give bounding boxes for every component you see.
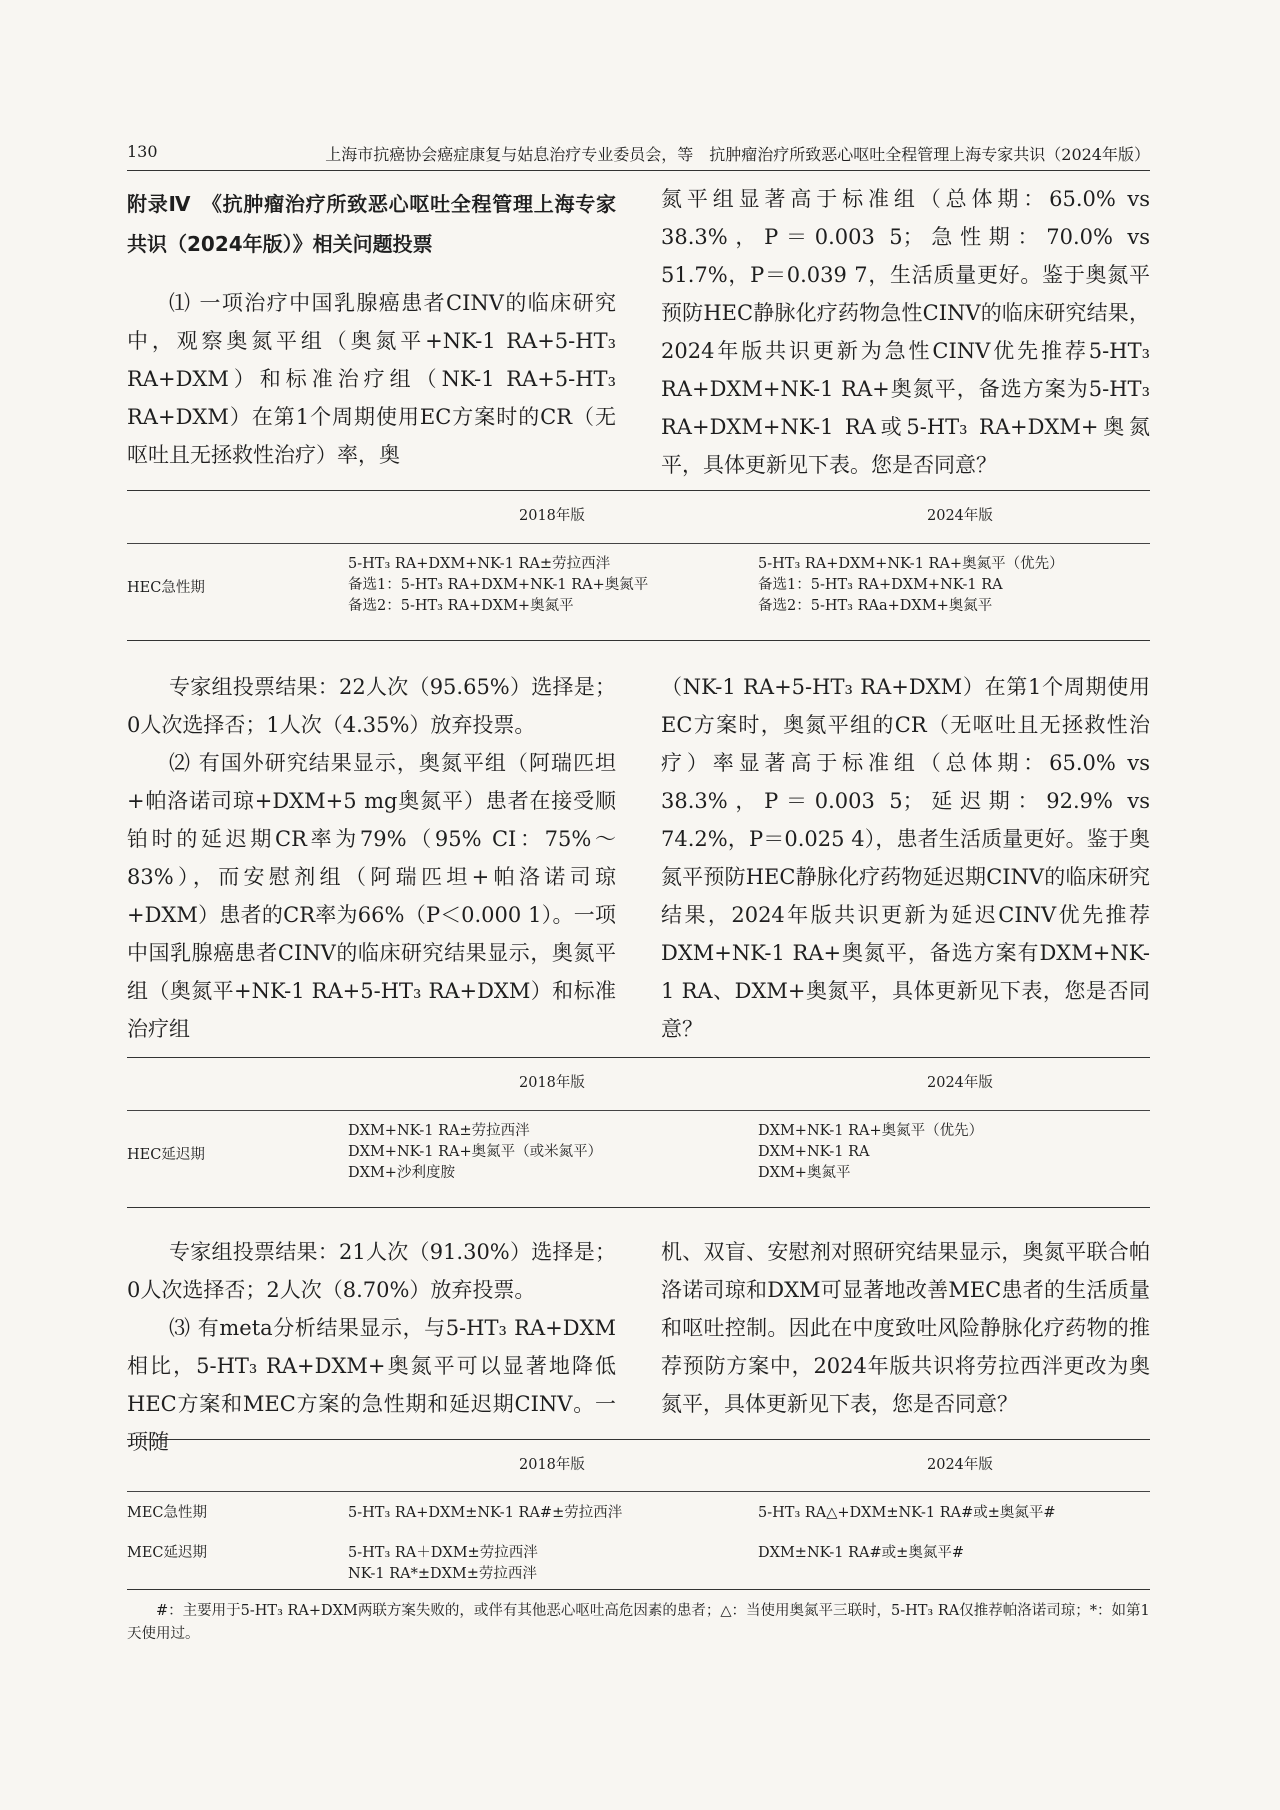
vote-result-1: 专家组投票结果：22人次（95.65%）选择是；0人次选择否；1人次（4.35%）放弃投票。 bbox=[127, 675, 616, 737]
table-top-rule bbox=[127, 490, 1150, 491]
cell-2018 bbox=[348, 554, 648, 617]
table-mid-rule bbox=[127, 543, 1150, 544]
cell-2024: DXM±NK-1 RA#或±奥氮平# bbox=[758, 1545, 964, 1561]
table-header-2024: 2024年版 bbox=[927, 1457, 993, 1473]
running-title: 上海市抗癌协会癌症康复与姑息治疗专业委员会，等 抗肿瘤治疗所致恶心呕吐全程管理上海专家共识（2024年版） bbox=[325, 145, 1150, 164]
q2-text-left: ⑵ 有国外研究结果显示，奥氮平组（阿瑞匹坦+帕洛诺司琼+DXM+5 mg奥氮平）患者在接受顺铂时的延迟期CR率为79%（95% CI：75%～83%），而安慰剂组（阿瑞匹坦+帕洛诺司琼+DXM）患者的CR率为66%（P＜0.000 1）。一项中国乳腺癌患者CINV的临床研究结果显示，奥氮平组（奥氮平+NK-1 RA+5-HT₃ RA+DXM）和标准治疗组 bbox=[127, 751, 616, 1041]
row-label: HEC急性期 bbox=[127, 580, 205, 596]
q3-text-left: ⑶ 有meta分析结果显示，与5-HT₃ RA+DXM相比，5-HT₃ RA+DXM+奥氮平可以显著地降低HEC方案和MEC方案的急性期和延迟期CINV。一项随 bbox=[127, 1316, 616, 1454]
q3-left-column bbox=[127, 1233, 616, 1461]
cell-2018 bbox=[348, 1543, 538, 1585]
cell-line: DXM+沙利度胺 bbox=[348, 1165, 455, 1181]
table-bottom-rule bbox=[127, 640, 1150, 641]
table-footnote: #：主要用于5-HT₃ RA+DXM两联方案失败的，或伴有其他恶心呕吐高危因素的患者；△：当使用奥氮平三联时，5-HT₃ RA仅推荐帕洛诺司琼；*：如第1天使用过。 bbox=[127, 1603, 1150, 1642]
cell-line: DXM+NK-1 RA±劳拉西泮 bbox=[348, 1123, 530, 1139]
q2-right-column bbox=[661, 668, 1150, 1048]
row-label: HEC延迟期 bbox=[127, 1147, 205, 1163]
cell-2024: 5-HT₃ RA△+DXM±NK-1 RA#或±奥氮平# bbox=[758, 1505, 1056, 1521]
table-header-2018: 2018年版 bbox=[519, 1457, 585, 1473]
table-hec-delayed bbox=[127, 1057, 1150, 1209]
cell-line: 5-HT₃ RA+DXM+NK-1 RA+奥氮平（优先） bbox=[758, 556, 1064, 572]
cell-line: 备选1：5-HT₃ RA+DXM+NK-1 RA+奥氮平 bbox=[348, 577, 649, 593]
page-number: 130 bbox=[127, 142, 158, 161]
table-header-2024: 2024年版 bbox=[927, 508, 993, 524]
running-header bbox=[127, 142, 1150, 168]
q2-left-column bbox=[127, 668, 616, 1048]
table-header-2018: 2018年版 bbox=[519, 1075, 585, 1091]
header-rule bbox=[127, 170, 1150, 171]
row-label: MEC延迟期 bbox=[127, 1545, 208, 1561]
q1-right-column bbox=[661, 180, 1150, 484]
table-header-2018: 2018年版 bbox=[519, 508, 585, 524]
table-mid-rule bbox=[127, 1110, 1150, 1111]
table-mid-rule bbox=[127, 1491, 1150, 1492]
q1-text-left: ⑴ 一项治疗中国乳腺癌患者CINV的临床研究中，观察奥氮平组（奥氮平+NK-1 RA+5-HT₃ RA+DXM）和标准治疗组（NK-1 RA+5-HT₃ RA+DXM）在第1个周期使用EC方案时的CR（无呕吐且无拯救性治疗）率，奥 bbox=[127, 291, 616, 467]
table-bottom-rule bbox=[127, 1207, 1150, 1208]
table-mec bbox=[127, 1439, 1150, 1591]
cell-line: DXM+奥氮平 bbox=[758, 1165, 851, 1181]
cell-2018: 5-HT₃ RA+DXM±NK-1 RA#±劳拉西泮 bbox=[348, 1505, 623, 1521]
vote-result-2: 专家组投票结果：21人次（91.30%）选择是；0人次选择否；2人次（8.70%）放弃投票。 bbox=[127, 1240, 616, 1302]
cell-2024 bbox=[758, 1121, 983, 1184]
cell-2018 bbox=[348, 1121, 602, 1184]
table-bottom-rule bbox=[127, 1589, 1150, 1590]
cell-line: 5-HT₃ RA+DXM+NK-1 RA±劳拉西泮 bbox=[348, 556, 611, 572]
cell-line: NK-1 RA*±DXM±劳拉西泮 bbox=[348, 1566, 537, 1582]
table-top-rule bbox=[127, 1439, 1150, 1440]
cell-line: DXM+NK-1 RA bbox=[758, 1144, 870, 1160]
q3-text-right: 机、双盲、安慰剂对照研究结果显示，奥氮平联合帕洛诺司琼和DXM可显著地改善MEC患者的生活质量和呕吐控制。因此在中度致吐风险静脉化疗药物的推荐预防方案中，2024年版共识将劳拉西泮更改为奥氮平，具体更新见下表，您是否同意？ bbox=[661, 1240, 1150, 1416]
row-label: MEC急性期 bbox=[127, 1505, 208, 1521]
q1-text-right: 氮平组显著高于标准组（总体期：65.0% vs 38.3%，P＝0.003 5；急性期：70.0% vs 51.7%，P＝0.039 7，生活质量更好。鉴于奥氮平预防HEC静脉化疗药物急性CINV的临床研究结果，2024年版共识更新为急性CINV优先推荐5-HT₃ RA+DXM+NK-1 RA+奥氮平，备选方案为5-HT₃ RA+DXM+NK-1 RA或5-HT₃ RA+DXM+奥氮平，具体更新见下表。您是否同意？ bbox=[661, 187, 1150, 477]
cell-line: DXM+NK-1 RA+奥氮平（优先） bbox=[758, 1123, 984, 1139]
table-top-rule bbox=[127, 1057, 1150, 1058]
q3-right-column bbox=[661, 1233, 1150, 1423]
cell-line: 备选2：5-HT₃ RA+DXM+奥氮平 bbox=[348, 598, 574, 614]
q2-text-right: （NK-1 RA+5-HT₃ RA+DXM）在第1个周期使用EC方案时，奥氮平组的CR（无呕吐且无拯救性治疗）率显著高于标准组（总体期：65.0% vs 38.3%，P＝0.003 5；延迟期：92.9% vs 74.2%，P＝0.025 4），患者生活质量更好。鉴于奥氮平预防HEC静脉化疗药物延迟期CINV的临床研究结果，2024年版共识更新为延迟CINV优先推荐DXM+NK-1 RA+奥氮平，备选方案有DXM+NK-1 RA、DXM+奥氮平，具体更新见下表，您是否同意？ bbox=[661, 675, 1150, 1041]
cell-line: 备选2：5-HT₃ RAa+DXM+奥氮平 bbox=[758, 598, 993, 614]
table-header-2024: 2024年版 bbox=[927, 1075, 993, 1091]
table-hec-acute bbox=[127, 490, 1150, 642]
appendix-title: 附录Ⅳ 《抗肿瘤治疗所致恶心呕吐全程管理上海专家共识（2024年版）》相关问题投票 bbox=[127, 192, 616, 256]
cell-line: 备选1：5-HT₃ RA+DXM+NK-1 RA bbox=[758, 577, 1003, 593]
cell-line: DXM+NK-1 RA+奥氮平（或米氮平） bbox=[348, 1144, 603, 1160]
q1-left-column bbox=[127, 184, 616, 474]
cell-2024 bbox=[758, 554, 1064, 617]
cell-line: 5-HT₃ RA＋DXM±劳拉西泮 bbox=[348, 1545, 538, 1561]
